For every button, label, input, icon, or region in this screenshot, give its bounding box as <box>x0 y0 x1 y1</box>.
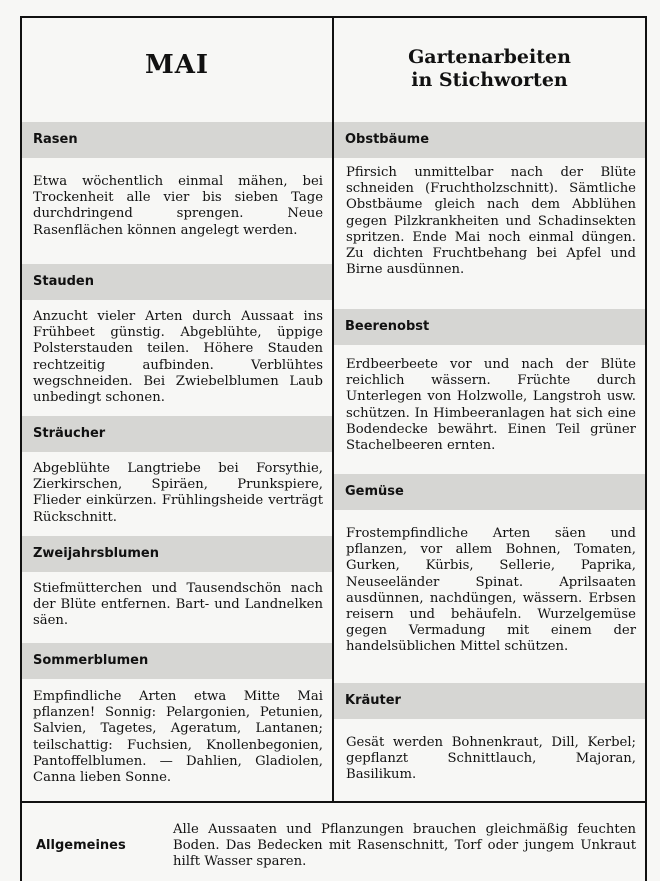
section-text-gemuese: Frostempfindliche Arten säen und pflanzen, vor allem Bohnen, Tomaten, Gurken, Kürbis, Sellerie, Paprika, Neuseeländer Spinat. Aprilsaaten ausdünnen, nachdüngen, wässern. Erbsen reisern und behäufeln. Wurzelgemüse gegen Vermadung mit einem der handelsüblichen Mittel schützen. <box>346 526 636 655</box>
section-heading-obstbaeume: Obstbäume <box>334 122 645 158</box>
section-text-stauden: Anzucht vieler Arten durch Aussaat ins Frühbeet günstig. Abgeblühte, üppige Polsterstauden teilen. Höhere Stauden rechtzeitig aufbinden. Verblühtes wegschneiden. Bei Zwiebelblumen Laub unbedingt schonen. <box>33 309 323 406</box>
section-heading-stauden: Stauden <box>22 264 332 300</box>
section-text-sommerblumen: Empfindliche Arten etwa Mitte Mai pflanzen! Sonnig: Pelargonien, Petunien, Salvien, Tagetes, Ageratum, Lantanen; teilschattig: Fuchsien, Knollenbegonien, Pantoffelblumen. — Dahlien, Gladiolen, Canna lieben Sonne. <box>33 689 323 786</box>
month-title: MAI <box>144 50 210 80</box>
section-heading-gemuese: Gemüse <box>334 474 645 510</box>
section-text-rasen: Etwa wöchentlich einmal mähen, bei Trockenheit alle vier bis sieben Tage durchdringend sprengen. Neue Rasenflächen können angelegt werden. <box>33 174 323 238</box>
section-text-straeucher: Abgeblühte Langtriebe bei Forsythie, Zierkirschen, Spiräen, Prunkspiere, Flieder einkürzen. Frühlingsheide verträgt Rückschnitt. <box>33 461 323 525</box>
general-text: Alle Aussaaten und Pflanzungen brauchen gleichmäßig feuchten Boden. Das Bedecken mit Rasenschnitt, Torf oder jungem Unkraut hilft Wasser sparen. <box>173 822 636 870</box>
section-heading-beerenobst: Beerenobst <box>334 309 645 345</box>
section-text-kraeuter: Gesät werden Bohnenkraut, Dill, Kerbel; gepflanzt Schnittlauch, Majoran, Basilikum. <box>346 735 636 783</box>
section-heading-sommerblumen: Sommerblumen <box>22 643 332 679</box>
page-title <box>334 46 645 92</box>
page-title-line1: Gartenarbeiten <box>408 46 571 68</box>
section-text-obstbaeume: Pfirsich unmittelbar nach der Blüte schneiden (Fruchtholzschnitt). Sämtliche Obstbäume gleich nach dem Abblühen gegen Pilzkrankheiten und Schadinsekten spritzen. Ende Mai noch einmal düngen. Zu dichten Fruchtbehang bei Apfel und Birne ausdünnen. <box>346 165 636 278</box>
general-label: Allgemeines <box>36 838 126 853</box>
section-heading-rasen: Rasen <box>22 122 332 158</box>
section-text-beerenobst: Erdbeerbeete vor und nach der Blüte reichlich wässern. Früchte durch Unterlegen von Holzwolle, Langstroh usw. schützen. In Himbeeranlagen hat sich eine Bodendecke bewährt. Einen Teil grüner Stachelbeeren ernten. <box>346 357 636 454</box>
section-heading-kraeuter: Kräuter <box>334 683 645 719</box>
section-text-zweijahrsblumen: Stiefmütterchen und Tausendschön nach der Blüte entfernen. Bart- und Landnelken säen. <box>33 581 323 629</box>
section-heading-straeucher: Sträucher <box>22 416 332 452</box>
section-heading-zweijahrsblumen: Zweijahrsblumen <box>22 536 332 572</box>
footer-divider <box>20 801 647 803</box>
page-title-line2: in Stichworten <box>411 69 568 91</box>
